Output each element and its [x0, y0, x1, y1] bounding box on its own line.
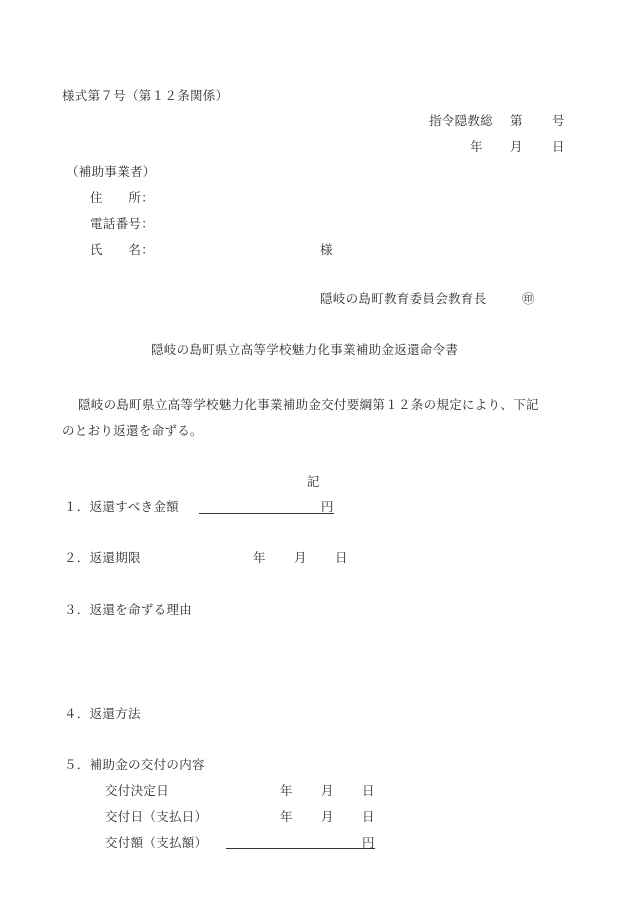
payment-amount-underline — [226, 848, 375, 849]
document-title: 隠岐の島町県立高等学校魅力化事業補助金返還命令書 — [151, 342, 459, 357]
payment-date-label: 交付日（支払日） — [105, 809, 208, 824]
item2-year: 年 — [253, 550, 266, 565]
payment-amount-label: 交付額（支払額） — [105, 835, 208, 850]
directive-dai: 第 — [510, 113, 523, 128]
item2-label: ２．返還期限 — [64, 550, 141, 565]
issue-date-month: 月 — [510, 139, 523, 154]
address-label: 住 所： — [90, 190, 155, 205]
payment-date-year: 年 — [280, 809, 293, 824]
amount-underline — [199, 513, 334, 514]
recipient-heading: （補助事業者） — [66, 164, 156, 179]
body-line-1: 隠岐の島町県立高等学校魅力化事業補助金交付要綱第１２条の規定により、下記 — [78, 397, 539, 412]
payment-date-day: 日 — [362, 809, 375, 824]
payment-date-month: 月 — [321, 809, 334, 824]
item2-day: 日 — [335, 550, 348, 565]
item5-label: ５．補助金の交付の内容 — [64, 757, 205, 772]
issue-date-day: 日 — [552, 139, 565, 154]
decision-date-month: 月 — [321, 783, 334, 798]
item1-label: １．返還すべき金額 — [64, 499, 179, 514]
honorific: 様 — [320, 242, 333, 257]
item2-month: 月 — [294, 550, 307, 565]
item1-unit: 円 — [321, 499, 334, 514]
item3-label: ３．返還を命ずる理由 — [64, 602, 193, 617]
decision-date-day: 日 — [362, 783, 375, 798]
ki-heading: 記 — [307, 474, 320, 489]
decision-date-year: 年 — [280, 783, 293, 798]
issuer-title: 隠岐の島町教育委員会教育長 — [320, 291, 487, 306]
directive-prefix: 指令隠教総 — [429, 113, 494, 128]
item4-label: ４．返還方法 — [64, 706, 141, 721]
name-label: 氏 名： — [90, 242, 155, 257]
payment-amount-unit: 円 — [362, 835, 375, 850]
form-number: 様式第７号（第１２条関係） — [62, 88, 229, 103]
decision-date-label: 交付決定日 — [105, 783, 170, 798]
issue-date-year: 年 — [470, 139, 483, 154]
body-line-2: のとおり返還を命ずる。 — [62, 423, 203, 438]
seal-icon: ㊞ — [522, 291, 535, 306]
directive-go: 号 — [552, 113, 565, 128]
phone-label: 電話番号： — [90, 216, 155, 231]
